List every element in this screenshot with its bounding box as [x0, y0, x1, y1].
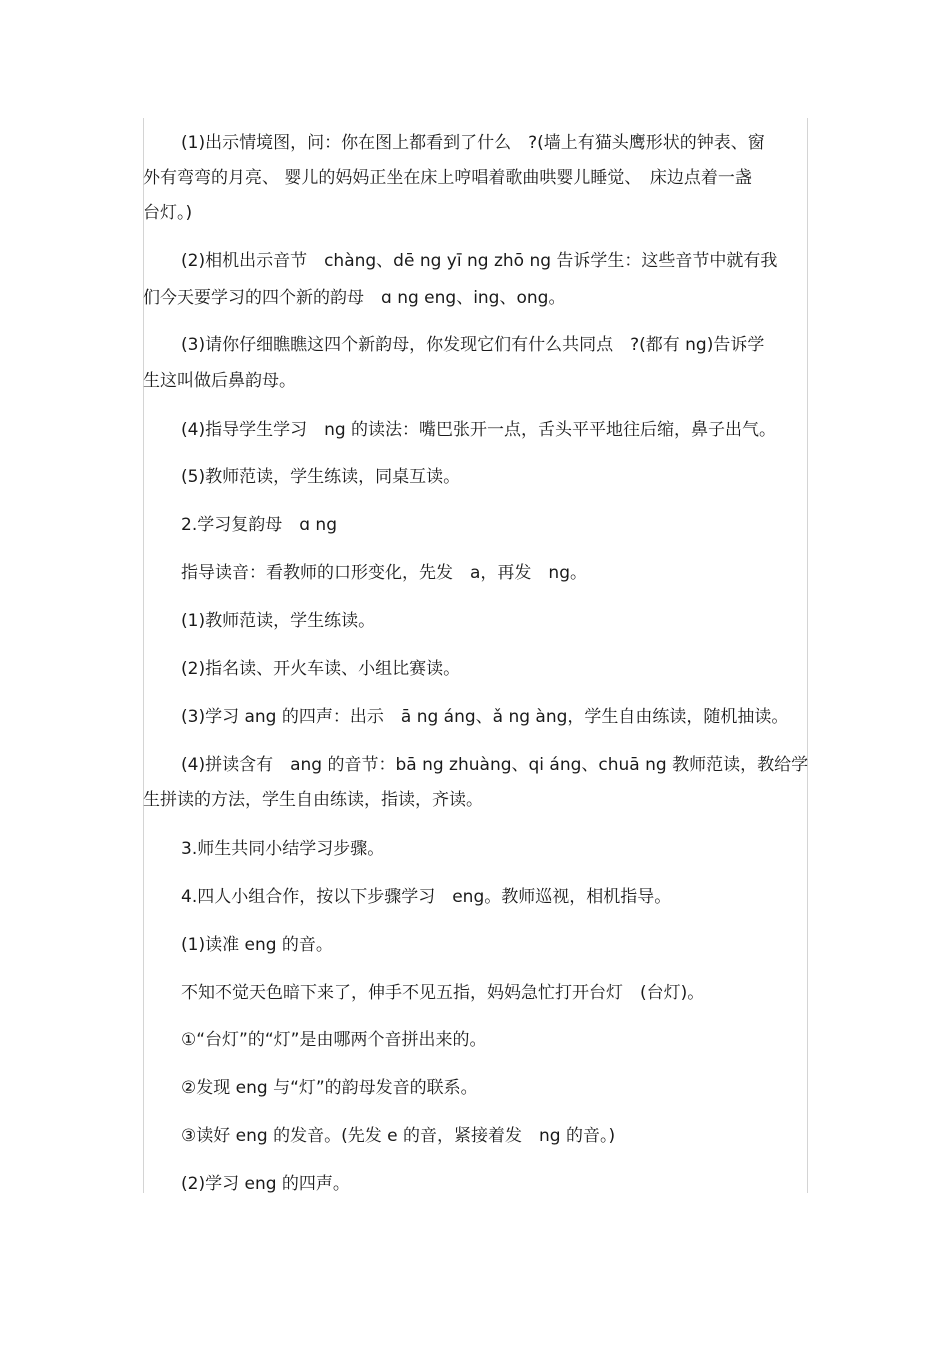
text-line: 外有弯弯的月亮、 婴儿的妈妈正坐在床上哼唱着歌曲哄婴儿睡觉、 床边点着一盏	[143, 168, 752, 188]
text-line: (2)指名读、开火车读、小组比赛读。	[181, 659, 461, 679]
text-line: (4)拼读含有 ang 的音节：bā ng zhuàng、qi áng、chuā ng 教师范读，教给学	[181, 755, 809, 775]
text-line: 们今天要学习的四个新的韵母 ɑ ng eng、ing、ong。	[143, 288, 566, 308]
text-line: (4)指导学生学习 ng 的读法：嘴巴张开一点，舌头平平地往后缩，鼻子出气。	[181, 420, 777, 440]
text-line: 台灯。)	[143, 203, 193, 223]
text-line: (1)出示情境图，问：你在图上都看到了什么 ?(墙上有猫头鹰形状的钟表、窗	[181, 133, 765, 153]
text-line: (2)相机出示音节 chàng、dē ng yī ng zhō ng 告诉学生：这些音节中就有我	[181, 251, 778, 271]
text-line: 指导读音：看教师的口形变化，先发 a，再发 ng。	[181, 563, 587, 583]
section-heading: 3.师生共同小结学习步骤。	[181, 839, 385, 859]
text-line: (3)请你仔细瞧瞧这四个新韵母，你发现它们有什么共同点 ?(都有 ng)告诉学	[181, 335, 765, 355]
text-line: ③读好 eng 的发音。(先发 e 的音，紧接着发 ng 的音。)	[181, 1126, 616, 1146]
text-line: (1)教师范读，学生练读。	[181, 611, 376, 631]
section-heading: 2.学习复韵母 ɑ ng	[181, 515, 337, 535]
text-line: 生拼读的方法，学生自由练读，指读，齐读。	[143, 790, 483, 810]
text-line: 不知不觉天色暗下来了，伸手不见五指，妈妈急忙打开台灯 (台灯)。	[181, 983, 705, 1003]
text-line: (3)学习 ang 的四声：出示 ā ng áng、ǎ ng àng，学生自由练读，随机抽读。	[181, 707, 789, 727]
text-line: (1)读准 eng 的音。	[181, 935, 333, 955]
text-line: ②发现 eng 与“灯”的韵母发音的联系。	[181, 1078, 478, 1098]
text-line: (5)教师范读，学生练读，同桌互读。	[181, 467, 461, 487]
text-line: 生这叫做后鼻韵母。	[143, 371, 296, 391]
text-line: ①“台灯”的“灯”是由哪两个音拼出来的。	[181, 1030, 487, 1050]
section-heading: 4.四人小组合作，按以下步骤学习 eng。教师巡视，相机指导。	[181, 887, 672, 907]
text-line: (2)学习 eng 的四声。	[181, 1174, 350, 1194]
